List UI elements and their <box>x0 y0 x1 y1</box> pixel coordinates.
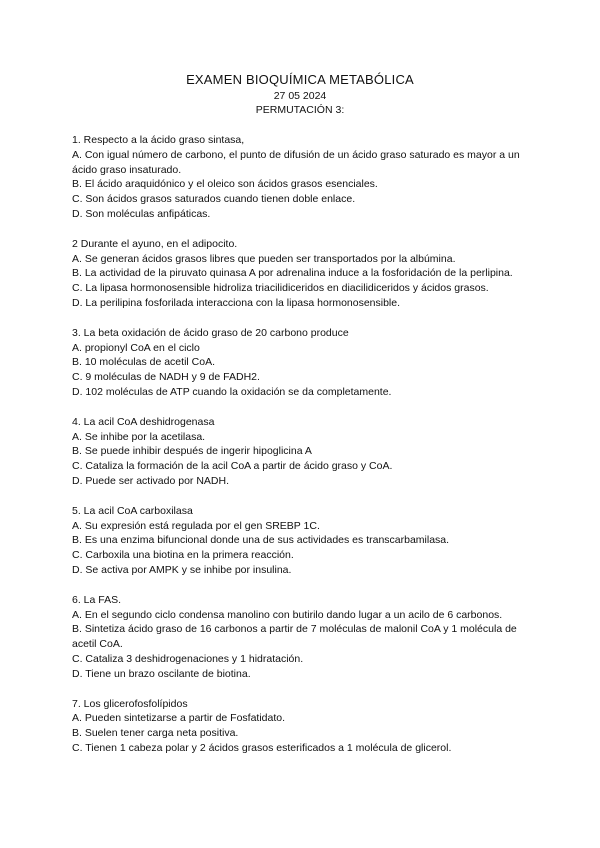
question-stem: 3. La beta oxidación de ácido graso de 20 carbono produce <box>72 326 349 339</box>
exam-date: 27 05 2024 <box>273 90 327 102</box>
option-c: C. Tienen 1 cabeza polar y 2 ácidos grasos esterificados a 1 molécula de glicerol. <box>72 741 452 754</box>
question-list <box>72 133 532 771</box>
option-a: A. Con igual número de carbono, el punto de difusión de un ácido graso saturado es mayor a un ácido graso insaturado. <box>72 148 520 176</box>
option-c: C. Cataliza la formación de la acil CoA a partir de ácido graso y CoA. <box>72 460 393 473</box>
question-1 <box>72 133 532 222</box>
question-stem: 6. La FAS. <box>72 593 122 606</box>
question-7 <box>72 697 532 756</box>
question-stem: 4. La acil CoA deshidrogenasa <box>72 415 215 428</box>
option-a: A. En el segundo ciclo condensa manolino con butirilo dando lugar a un acilo de 6 carbonos. <box>72 608 503 621</box>
question-3 <box>72 326 532 400</box>
question-stem: 7. Los glicerofosfolípidos <box>72 697 188 710</box>
exam-header <box>0 71 600 117</box>
question-5 <box>72 504 532 578</box>
option-b: B. El ácido araquidónico y el oleico son ácidos grasos esenciales. <box>72 178 378 191</box>
question-stem: 1. Respecto a la ácido graso sintasa, <box>72 134 245 146</box>
option-d: D. Se activa por AMPK y se inhibe por insulina. <box>72 563 292 576</box>
option-d: D. Tiene un brazo oscilante de biotina. <box>72 667 251 680</box>
question-stem: 2 Durante el ayuno, en el adipocito. <box>72 237 238 250</box>
option-b: B. Es una enzima bifuncional donde una de sus actividades es transcarbamilasa. <box>72 534 450 547</box>
question-stem: 5. La acil CoA carboxilasa <box>72 504 193 517</box>
option-c: C. La lipasa hormonosensible hidroliza triacilidiceridos en diacilidiceridos y ácidos grasos. <box>72 282 489 295</box>
option-c: C. Son ácidos grasos saturados cuando tienen doble enlace. <box>72 193 356 206</box>
question-6 <box>72 593 532 682</box>
exam-title: EXAMEN BIOQUÍMICA METABÓLICA <box>186 72 414 87</box>
option-b: B. Suelen tener carga neta positiva. <box>72 727 239 740</box>
option-b: B. Sintetiza ácido graso de 16 carbonos a partir de 7 moléculas de malonil CoA y 1 molécula de acetil CoA. <box>72 623 517 651</box>
option-d: D. Son moléculas anfipáticas. <box>72 207 211 220</box>
question-2 <box>72 237 532 311</box>
option-a: A. propionyl CoA en el ciclo <box>72 341 200 354</box>
option-a: A. Se inhibe por la acetilasa. <box>72 430 206 443</box>
option-c: C. Cataliza 3 deshidrogenaciones y 1 hidratación. <box>72 652 304 665</box>
option-d: D. La perilipina fosforilada interacciona con la lipasa hormonosensible. <box>72 296 401 309</box>
option-b: B. Se puede inhibir después de ingerir hipoglicina A <box>72 445 312 458</box>
exam-version: PERMUTACIÓN 3: <box>255 104 345 116</box>
option-c: C. 9 moléculas de NADH y 9 de FADH2. <box>72 371 260 384</box>
option-b: B. 10 moléculas de acetil CoA. <box>72 356 215 369</box>
option-d: D. 102 moléculas de ATP cuando la oxidación se da completamente. <box>72 385 392 398</box>
option-d: D. Puede ser activado por NADH. <box>72 474 229 487</box>
option-a: A. Su expresión está regulada por el gen SREBP 1C. <box>72 519 320 532</box>
option-a: A. Se generan ácidos grasos libres que pueden ser transportados por la albúmina. <box>72 252 456 265</box>
option-a: A. Pueden sintetizarse a partir de Fosfatidato. <box>72 712 286 725</box>
option-c: C. Carboxila una biotina en la primera reacción. <box>72 549 294 562</box>
option-b: B. La actividad de la piruvato quinasa A por adrenalina induce a la fosforidación de la perlipina. <box>72 267 513 280</box>
question-4 <box>72 415 532 489</box>
